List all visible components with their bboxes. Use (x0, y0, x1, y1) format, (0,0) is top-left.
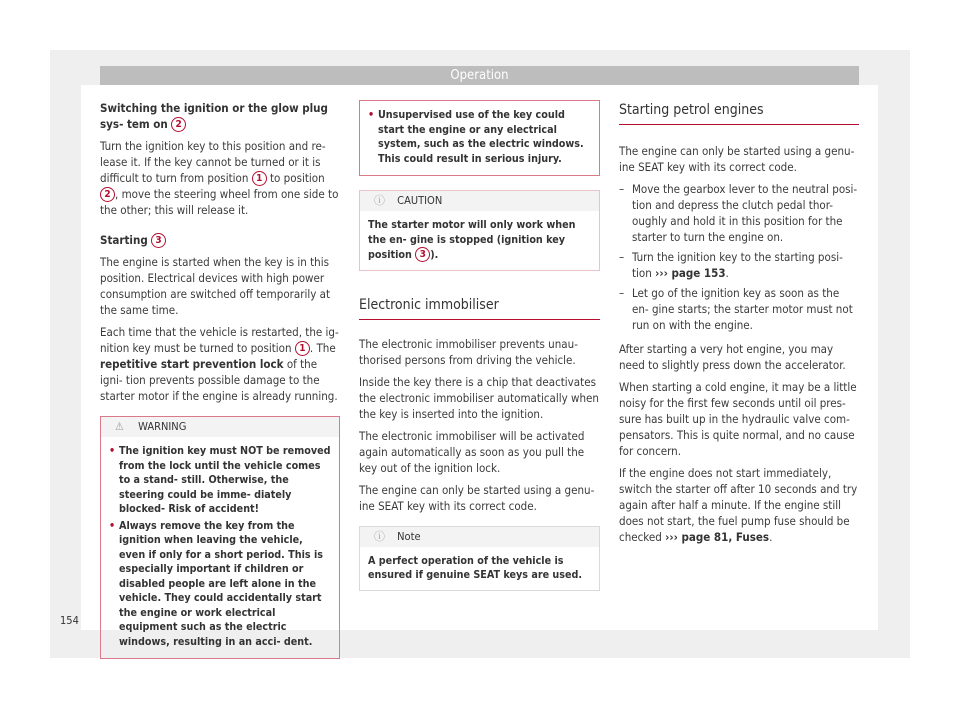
column-2 (359, 100, 600, 591)
warning-box-continued (359, 100, 600, 176)
switching-heading: Switching the ignition or the glow plug sys- tem on (100, 101, 328, 131)
position-marker: 3 (415, 247, 430, 262)
step-item: – Move the gearbox lever to the neutral posi- tion and depress the clutch pedal thor- oughly and hold it in this position for the starter to turn the engine on. (619, 181, 859, 245)
switching-text-b: to position (270, 171, 325, 185)
warning-label: WARNING (138, 420, 187, 433)
petrol-text: If the engine does not start immediately, switch the starter off after 10 seconds and try again after half a minute. If the engine still does not start, the fuel pump fuse should be checked (619, 466, 858, 544)
warning-box-body (101, 437, 339, 658)
step-item: – Let go of the ignition key as soon as the en- gine starts; the starter motor must not run on with the engine. (619, 285, 859, 333)
petrol-text-end: . (769, 530, 773, 544)
position-marker: 3 (151, 233, 166, 248)
starting-bold-term: repetitive start prevention lock (100, 357, 284, 371)
starting-heading-line (100, 232, 340, 248)
petrol-engines-heading: Starting petrol engines (619, 102, 859, 125)
petrol-paragraph: The engine can only be started using a genu- ine SEAT key with its correct code. (619, 144, 855, 174)
note-label: Note (397, 529, 421, 543)
petrol-paragraph: When starting a cold engine, it may be a little noisy for the first few seconds until oil pres- sure has built up in the hydraulic valve com- pensators. This is quite normal, and no cause for concern. (619, 380, 857, 458)
caution-box-body (360, 211, 599, 270)
immobiliser-paragraph: The electronic immobiliser will be activated again automatically as soon as you pull the key out of the ignition lock. (359, 428, 585, 475)
switching-text-a: Turn the ignition key to this position and re- lease it. If the key cannot be turned or it is difficult to turn from position (100, 139, 326, 185)
page-reference-link[interactable]: ››› page 153 (655, 266, 726, 280)
starting-paragraph-2 (100, 324, 340, 404)
warning-box-header (101, 417, 339, 437)
petrol-paragraph (619, 465, 859, 545)
note-box (359, 526, 600, 591)
warning-box-continued-body (360, 101, 599, 175)
switching-text-c: , move the steering wheel from one side to the other; this will release it. (100, 187, 339, 217)
starting-text-b: . The (309, 341, 336, 355)
immobiliser-paragraph: The engine can only be started using a genu- ine SEAT key with its correct code. (359, 482, 595, 513)
page-reference-link[interactable]: ››› page 81, Fuses (665, 530, 770, 544)
immobiliser-heading: Electronic immobiliser (359, 297, 600, 320)
column-3 (619, 100, 859, 551)
caution-label: CAUTION (397, 194, 443, 207)
caution-circle-icon: ⓘ (374, 194, 385, 207)
position-marker: 2 (171, 117, 186, 132)
caution-box-header (360, 191, 599, 211)
position-marker: 1 (252, 171, 267, 186)
warning-item: • Unsupervised use of the key could start the engine or any electrical system, such as the electric windows. This could result in serious injury. (368, 108, 591, 166)
position-marker: 1 (295, 341, 310, 356)
petrol-paragraph: After starting a very hot engine, you may need to slightly press down the accelerator. (619, 342, 846, 372)
immobiliser-paragraph: Inside the key there is a chip that deactivates the electronic immobiliser automatically when the key is inserted into the ignition. (359, 374, 599, 421)
starting-text-c: of the igni- tion prevents possible damage to the starter motor if the engine is already running. (100, 357, 338, 403)
switching-paragraph-heading (100, 100, 340, 132)
starting-text-a: Each time that the vehicle is restarted, the ig- nition key must be turned to position (100, 325, 339, 355)
step-item (619, 249, 859, 281)
column-1 (100, 100, 340, 659)
note-box-header (360, 527, 599, 547)
switching-paragraph (100, 138, 340, 218)
starting-paragraph-1: The engine is started when the key is in this position. Electrical devices with high power consumption are switched off temporarily at the same time. (100, 255, 331, 317)
caution-text-end: ). (430, 248, 439, 261)
warning-item: • The ignition key must NOT be removed from the lock until the vehicle comes to a stand- still. Otherwise, the steering could be imme- diately blocked- Risk of accident! (109, 444, 331, 517)
warning-box (100, 416, 340, 659)
caution-box (359, 190, 600, 271)
caution-text: The starter motor will only work when the en- gine is stopped (ignition key position (368, 218, 576, 261)
starting-heading: Starting (100, 233, 148, 247)
immobiliser-paragraph: The electronic immobiliser prevents unau- thorised persons from driving the vehicle. (359, 336, 578, 367)
note-box-body: A perfect operation of the vehicle is ensured if genuine SEAT keys are used. (368, 553, 583, 581)
note-icon: ⓘ (374, 529, 385, 543)
step-text: Turn the ignition key to the starting posi- tion (632, 250, 843, 280)
position-marker: 2 (100, 187, 115, 202)
section-header: Operation (100, 66, 859, 85)
warning-item: • Always remove the key from the ignition when leaving the vehicle, even if only for a short period. This is especially important if children or disabled people are left alone in the vehicle. They could accidentally start the engine or work electrical equipment such as the electric windows, resulting in an acci- dent. (109, 519, 331, 650)
warning-triangle-icon: ⚠ (115, 420, 124, 433)
page-number: 154 (60, 614, 79, 627)
step-text-end: . (725, 266, 729, 280)
